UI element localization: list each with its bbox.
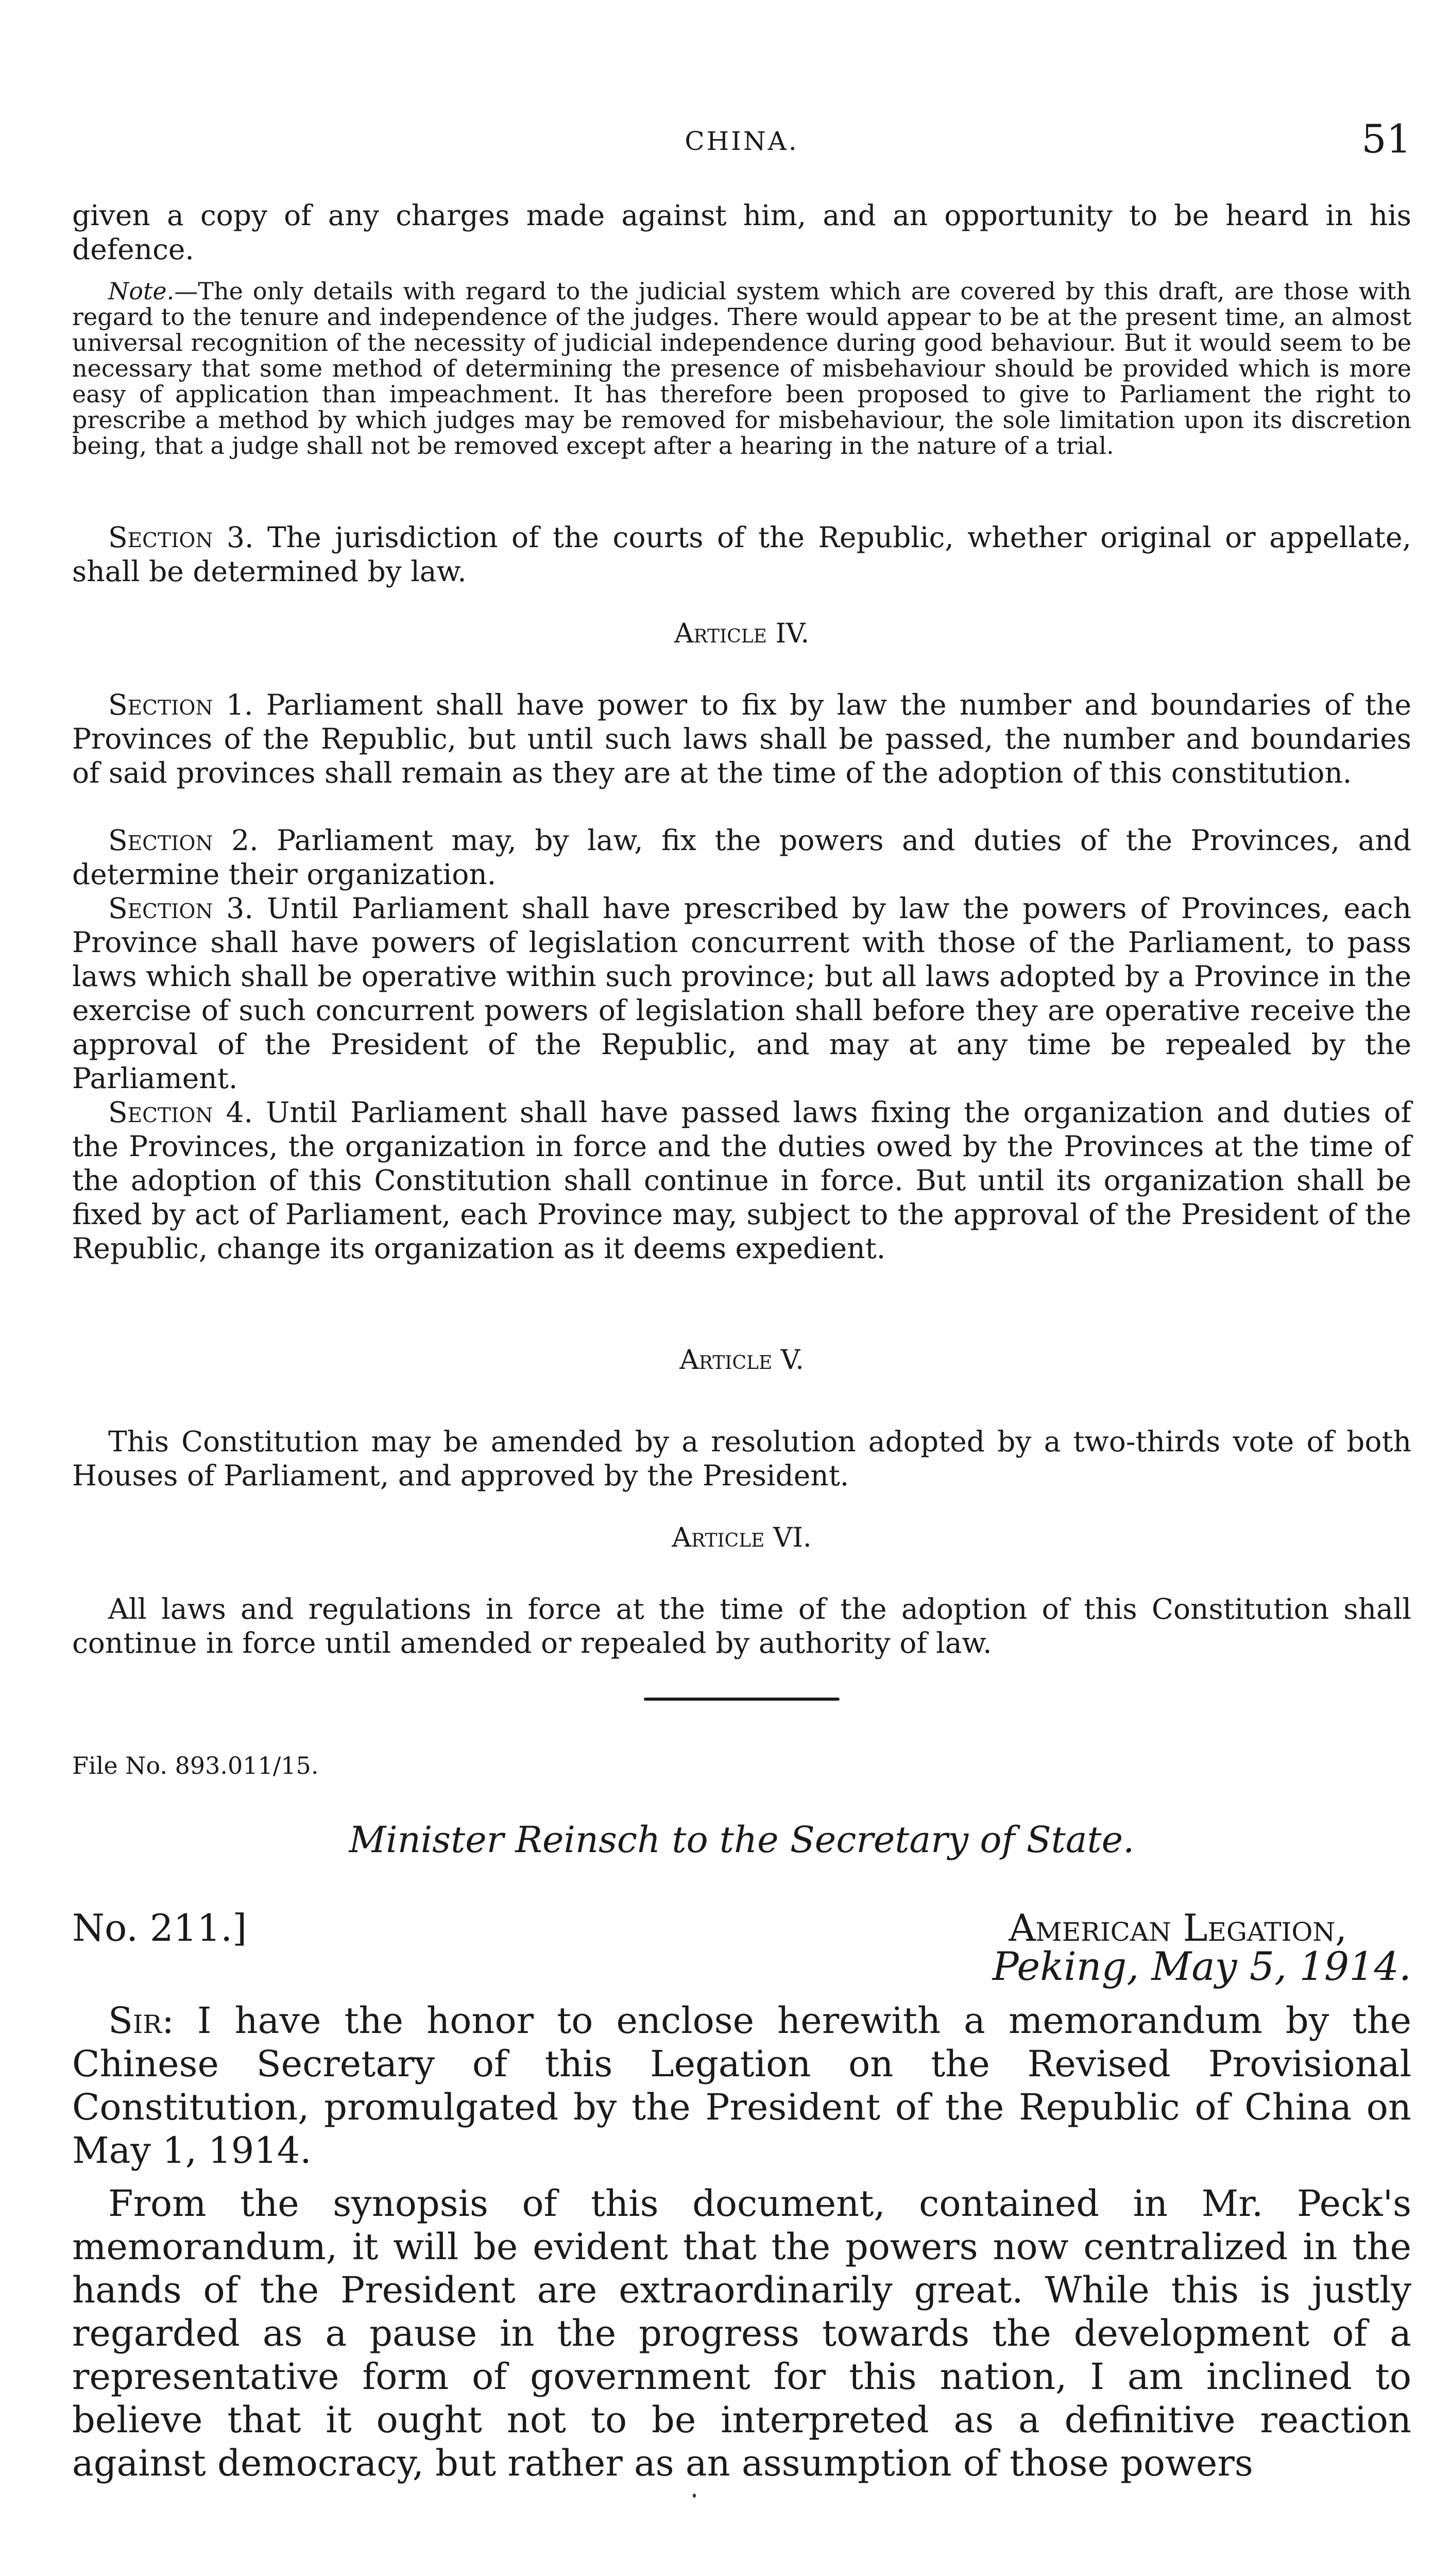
section-text: Parliament shall have power to fix by law the number and boundaries of the Provinces of the Republic, but until such laws shall be passed, the number and boundaries of said provinces shall remain as they are at the time of the adoption of this constitution. <box>72 688 1411 789</box>
article4-section4 <box>72 1095 1411 1265</box>
article6-heading: Article VI. <box>672 1522 812 1553</box>
note-label: Note. <box>108 277 175 305</box>
section-divider <box>644 1698 840 1701</box>
legation-name: American Legation, <box>1009 1906 1347 1950</box>
section-text: The jurisdiction of the courts of the Republic, whether original or appellate, shall be determined by law. <box>72 521 1411 588</box>
article5-heading: Article V. <box>679 1345 804 1376</box>
running-title: CHINA. <box>685 126 799 156</box>
section-text: Until Parliament shall have prescribed by law the powers of Provinces, each Province shall have powers of legislation concurrent with those of the Parliament, to pass laws which shall be operative within such province; but all laws adopted by a Province in the exercise of such concurrent powers of legislation shall before they are operative receive the approval of the President of the Republic, and may at any time be repealed by the Parliament. <box>72 892 1411 1095</box>
place-and-date: Peking, May 5, 1914. <box>992 1943 1411 1989</box>
page-number: 51 <box>1361 116 1411 162</box>
salutation: Sir: <box>108 1999 174 2042</box>
article4-section3 <box>72 891 1411 1095</box>
article3-section3 <box>72 520 1411 588</box>
section-label: Section 3. <box>108 521 254 554</box>
section-text: Parliament may, by law, fix the powers and duties of the Provinces, and determine their organization. <box>72 824 1411 891</box>
section-label: Section 4. <box>108 1096 253 1129</box>
section-label: Section 1. <box>108 688 253 721</box>
continuation-paragraph: given a copy of any charges made against him, and an opportunity to be heard in his defence. <box>72 199 1411 266</box>
note-paragraph <box>72 278 1411 459</box>
note-text: —The only details with regard to the judicial system which are covered by this draft, are those with regard to the tenure and independence of the judges. There would appear to be at the present time, an almost universal recognition of the necessity of judicial independence during good behaviour. But it would seem to be necessary that some method of determining the presence of misbehaviour should be provided which is more easy of application than impeachment. It has therefore been proposed to give to Parliament the right to prescribe a method by which judges may be removed for misbehaviour, the sole limitation upon its discretion being, that a judge shall not be removed except after a hearing in the nature of a trial. <box>72 277 1411 460</box>
letter-title: Minister Reinsch to the Secretary of State. <box>349 1819 1135 1861</box>
article4-section1 <box>72 688 1411 790</box>
document-page <box>72 0 1411 2576</box>
section-label: Section 3. <box>108 892 253 925</box>
page-header <box>72 116 1411 162</box>
article4-section2 <box>72 823 1411 891</box>
despatch-number: No. 211.] <box>72 1906 247 1950</box>
section-label: Section 2. <box>108 824 259 857</box>
section-text: Until Parliament shall have passed laws fixing the organization and duties of the Provinces, the organization in force and the duties owed by the Provinces at the time of the adoption of this Constitution shall continue in force. But until its organization shall be fixed by act of Parliament, each Province may, subject to the approval of the President of the Republic, change its organization as it deems expedient. <box>72 1096 1411 1265</box>
print-speck <box>693 2494 696 2498</box>
article6-paragraph: All laws and regulations in force at the time of the adoption of this Constitution shall continue in force until amended or repealed by authority of law. <box>72 1592 1411 1659</box>
file-number: File No. 893.011/15. <box>72 1752 319 1780</box>
letter-paragraph-2: From the synopsis of this document, contained in Mr. Peck's memorandum, it will be evident that the powers now centralized in the hands of the President are extraordinarily great. While this is justly regarded as a pause in the progress towards the development of a representative form of government for this nation, I am inclined to believe that it ought not to be interpreted as a definitive reaction against democracy, but rather as an assumption of those powers <box>72 2182 1411 2484</box>
article5-paragraph: This Constitution may be amended by a resolution adopted by a two-thirds vote of both Houses of Parliament, and approved by the President. <box>72 1425 1411 1492</box>
paragraph-text: I have the honor to enclose herewith a memorandum by the Chinese Secretary of this Legation on the Revised Provisional Constitution, promulgated by the President of the Republic of China on May 1, 1914. <box>72 1999 1411 2172</box>
article4-heading: Article IV. <box>674 618 810 649</box>
letter-paragraph-1 <box>72 1999 1411 2172</box>
